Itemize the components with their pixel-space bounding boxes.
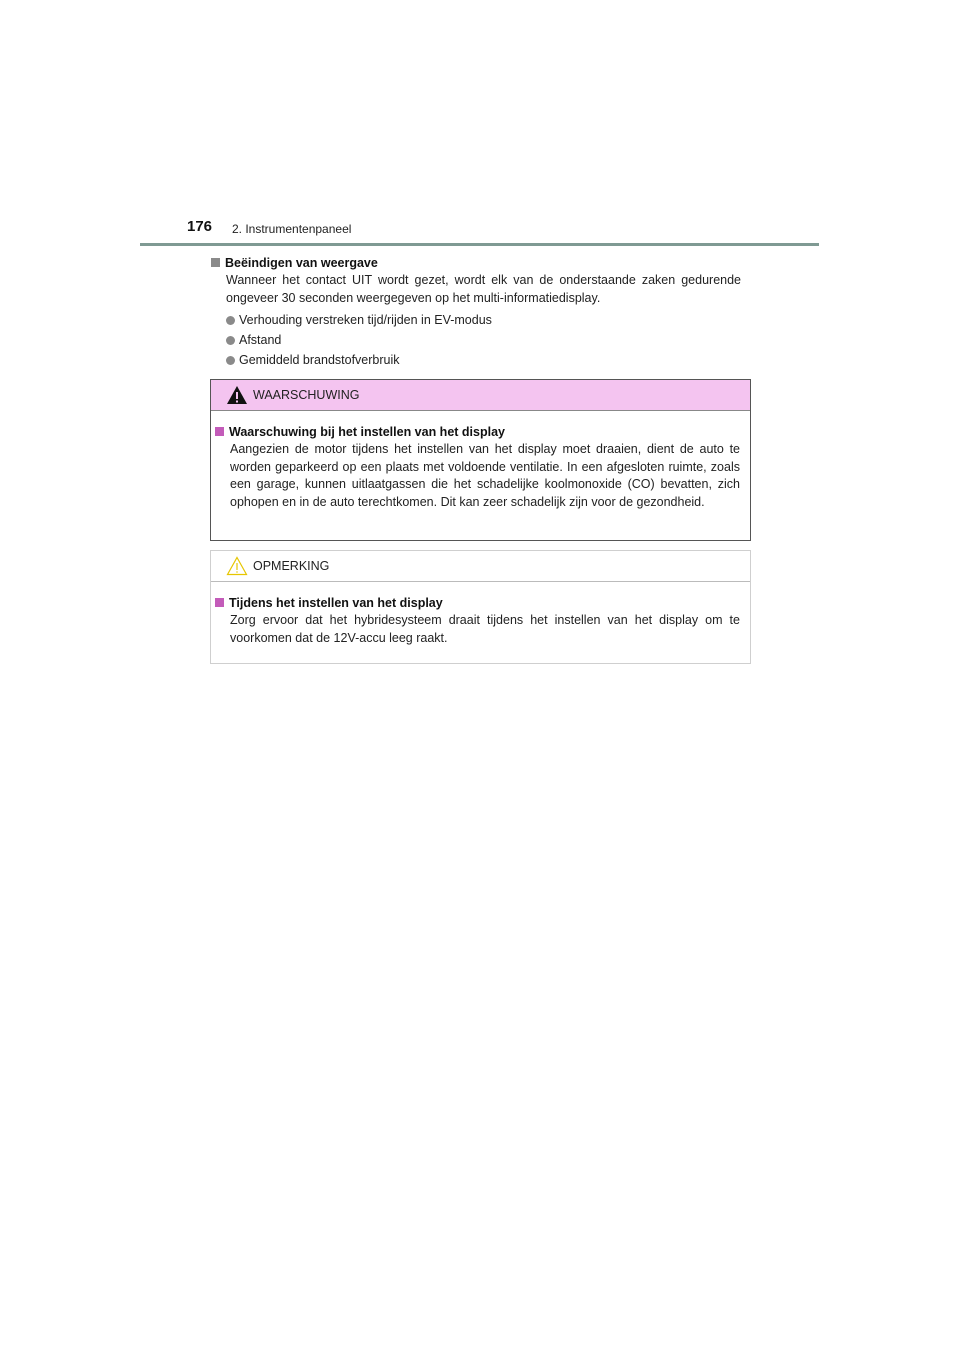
- circle-bullet-icon: [226, 336, 235, 345]
- caution-triangle-icon: [226, 556, 248, 576]
- square-bullet-icon: [215, 598, 224, 607]
- circle-bullet-icon: [226, 356, 235, 365]
- chapter-title: 2. Instrumentenpaneel: [232, 222, 352, 236]
- note-body: [211, 582, 750, 647]
- note-heading-text: Tijdens het instellen van het display: [229, 596, 443, 610]
- warning-triangle-icon: [226, 385, 248, 405]
- list-item: [226, 331, 492, 351]
- list-item-text: Gemiddeld brandstofverbruik: [239, 353, 400, 367]
- header-rule: [140, 243, 819, 246]
- note-header: [211, 551, 750, 582]
- warning-paragraph: Aangezien de motor tijdens het instellen van het display moet draaien, dient de auto te worden geparkeerd op een plaats met voldoende ventilatie. In een afgesloten ruimte, zoals een garage, kunnen uitlaatgassen die het schadelijke koolmonoxide (CO) bevatten, zich ophopen en in de auto terechtkomen. Dit kan zeer schadelijk zijn voor de gezondheid.: [230, 442, 740, 509]
- list-item-text: Verhouding verstreken tijd/rijden in EV-modus: [239, 313, 492, 327]
- note-heading: [215, 594, 740, 612]
- page-number: 176: [187, 218, 213, 235]
- note-box: [210, 550, 751, 664]
- warning-body: [211, 411, 750, 511]
- section-end-display: [211, 254, 741, 307]
- bullet-list: [226, 311, 492, 371]
- circle-bullet-icon: [226, 316, 235, 325]
- list-item: [226, 351, 492, 371]
- section-paragraph: Wanneer het contact UIT wordt gezet, wordt elk van de onderstaande zaken gedurende ongeveer 30 seconden weergegeven op het multi-informatiedisplay.: [226, 273, 741, 305]
- section-heading: [211, 254, 741, 272]
- list-item-text: Afstand: [239, 333, 282, 347]
- note-title: OPMERKING: [253, 559, 330, 573]
- square-bullet-icon: [211, 258, 220, 267]
- warning-header: [211, 380, 750, 411]
- warning-heading-text: Waarschuwing bij het instellen van het display: [229, 425, 505, 439]
- square-bullet-icon: [215, 427, 224, 436]
- warning-title: WAARSCHUWING: [253, 388, 360, 402]
- warning-box: [210, 379, 751, 541]
- list-item: [226, 311, 492, 331]
- warning-heading: [215, 423, 740, 441]
- section-heading-text: Beëindigen van weergave: [225, 256, 378, 270]
- note-paragraph: Zorg ervoor dat het hybridesysteem draait tijdens het instellen van het display om te voorkomen dat de 12V-accu leeg raakt.: [230, 613, 740, 645]
